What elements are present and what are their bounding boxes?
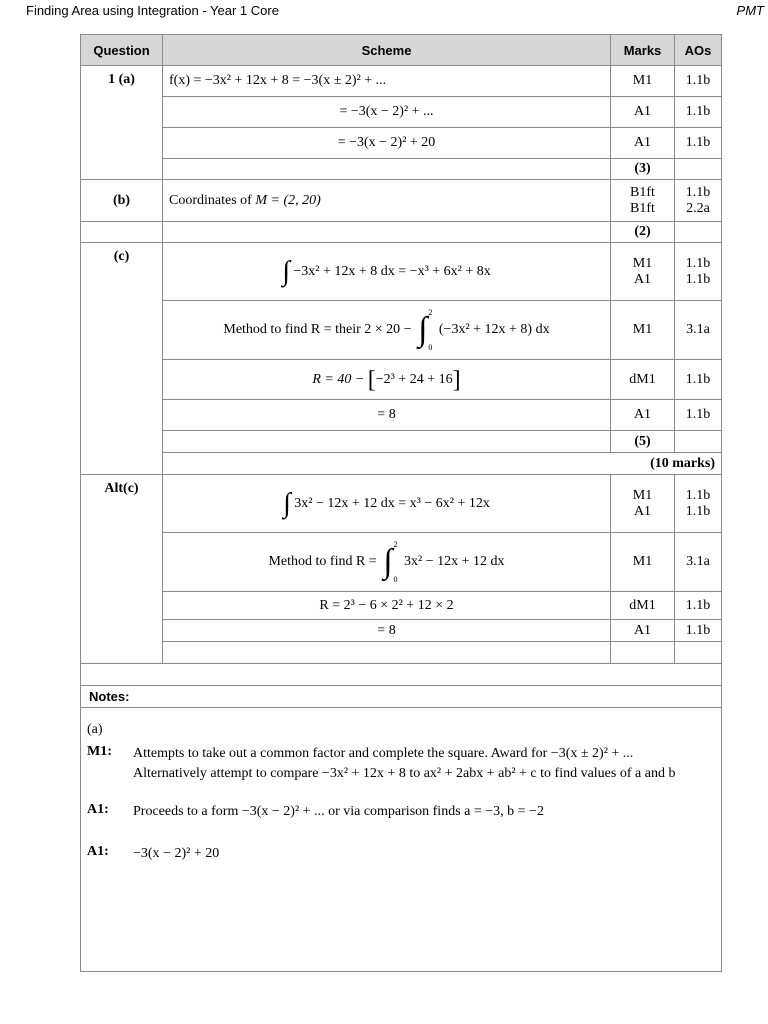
mark-cell: M1 [611,66,675,97]
scheme-1a-line3: = −3(x − 2)² + 20 [163,128,611,159]
scheme-altc-line4: = 8 [163,620,611,642]
upper-limit: 2 [428,308,433,317]
table-row [81,686,722,708]
question-label-1a: 1 (a) [81,66,163,180]
mark-cell: A1 [611,620,675,642]
ao-cell: 1.1b [675,128,722,159]
scheme-1a-line2: = −3(x − 2)² + ... [163,97,611,128]
col-scheme-header: Scheme [163,35,611,66]
mark-cell: dM1 [611,592,675,620]
mark-cell: M1 [611,301,675,360]
notes-part-label: (a) [87,722,103,737]
note-label: A1: [87,802,109,817]
table-row [81,533,722,592]
scheme-altc-line3: R = 2³ − 6 × 2² + 12 × 2 [163,592,611,620]
mark-cell: A1 [611,97,675,128]
note-text: Alternatively attempt to compare −3x² + 12x + 8 to ax² + 2abx + ab² + c to find values of a and b [133,766,676,781]
definite-integral [418,308,432,352]
ao-altc-2: 1.1b [685,503,711,519]
table-row [81,159,722,180]
mark-1c-2: A1 [633,271,652,287]
scheme-1c-line2 [163,301,611,360]
mark-cell: A1 [611,400,675,431]
note-label: M1: [87,744,112,759]
note-label: A1: [87,844,109,859]
integral-sign-icon: ∫ [418,311,428,348]
notes-row [81,708,722,972]
ao-cell: 1.1b [675,592,722,620]
ao-cell: 1.1b [675,97,722,128]
table-row [81,360,722,400]
col-aos-header: AOs [675,35,722,66]
scheme-1c-line1 [163,243,611,301]
ao-1b-2: 2.2a [686,200,710,216]
ao-altc-1: 1.1b [685,487,711,503]
table-row [81,180,722,222]
table-row [81,128,722,159]
table-row [81,453,722,475]
scheme-1b-text: Coordinates of [169,192,256,208]
ao-cell [675,475,722,533]
table-row [81,301,722,360]
scheme-altc-line2 [163,533,611,592]
table-row [81,66,722,97]
table-row [81,222,722,243]
table-row [81,243,722,301]
table-row [81,664,722,686]
scheme-1c-line1-text: −3x² + 12x + 8 dx = −x³ + 6x² + 8x [293,263,491,279]
scheme-1c-line3-bracket: −2³ + 24 + 16 [375,371,453,387]
left-bracket-icon: [ [367,366,376,393]
lower-limit: 0 [428,343,433,352]
mark-1b-1: B1ft [630,184,655,200]
ao-cell: 3.1a [675,301,722,360]
mark-altc-2: A1 [633,503,652,519]
subtotal-1a: (3) [611,159,675,180]
note-text: −3(x − 2)² + 20 [133,846,220,861]
col-marks-header: Marks [611,35,675,66]
ao-cell: 1.1b [675,400,722,431]
mark-cell [611,180,675,222]
table-row [81,475,722,533]
ao-cell: 3.1a [675,533,722,592]
question-label-altc: Alt(c) [81,475,163,664]
note-text: Proceeds to a form −3(x − 2)² + ... or via comparison finds a = −3, b = −2 [133,804,544,819]
mark-scheme-table [80,34,722,972]
ao-cell [675,180,722,222]
scheme-altc-line2-integrand: 3x² − 12x + 12 dx [404,554,505,570]
upper-limit: 2 [393,540,398,549]
table-header-row [81,35,722,66]
mark-1c-1: M1 [632,255,653,271]
note-text: Attempts to take out a common factor and complete the square. Award for −3(x ± 2)² + ... [133,746,634,761]
ao-1c-2: 1.1b [685,271,711,287]
mark-cell: A1 [611,128,675,159]
table-row [81,642,722,664]
integral-sign-icon: ∫ [283,487,291,519]
integral-sign-icon: ∫ [383,543,393,580]
scheme-1b-math: M = (2, 20) [255,192,321,208]
note-m1 [87,744,711,784]
mark-altc-1: M1 [632,487,653,503]
ao-1b-1: 1.1b [685,184,711,200]
scheme-1c-line3-prefix: R = 40 − [312,371,368,387]
ao-cell: 1.1b [675,66,722,97]
note-a1 [87,802,711,822]
subtotal-1c: (5) [611,431,675,453]
mark-cell: M1 [611,533,675,592]
subtotal-1b: (2) [611,222,675,243]
note-a1-final [87,844,711,864]
scheme-1b [163,180,611,222]
scheme-1c-line4: = 8 [163,400,611,431]
scheme-1a-line1: f(x) = −3x² + 12x + 8 = −3(x ± 2)² + ... [163,66,611,97]
table-row [81,592,722,620]
total-marks: (10 marks) [163,453,722,475]
ao-cell: 1.1b [675,620,722,642]
scheme-1c-line3 [163,360,611,400]
ao-cell [675,243,722,301]
question-label-1c: (c) [81,243,163,475]
document-title: Finding Area using Integration - Year 1 Core [26,3,279,18]
scheme-1c-line2-prefix: Method to find R = their 2 × 20 − [223,322,416,338]
table-row [81,400,722,431]
right-bracket-icon: ] [452,366,461,393]
definite-integral [383,540,397,584]
ao-cell: 1.1b [675,360,722,400]
mark-cell [611,243,675,301]
integral-sign-icon: ∫ [282,255,290,287]
table-row [81,97,722,128]
question-label-1b: (b) [81,180,163,222]
scheme-altc-line1 [163,475,611,533]
notes-heading: Notes: [81,686,722,708]
notes-body [81,708,722,972]
mark-cell [611,475,675,533]
scheme-altc-line2-prefix: Method to find R = [268,554,381,570]
pmt-tag: PMT [736,3,764,18]
mark-1b-2: B1ft [630,200,655,216]
table-row [81,431,722,453]
scheme-1c-line2-integrand: (−3x² + 12x + 8) dx [438,322,550,338]
mark-cell: dM1 [611,360,675,400]
table-row [81,620,722,642]
ao-1c-1: 1.1b [685,255,711,271]
col-question-header: Question [81,35,163,66]
scheme-altc-line1-text: 3x² − 12x + 12 dx = x³ − 6x² + 12x [294,495,490,511]
lower-limit: 0 [393,575,398,584]
